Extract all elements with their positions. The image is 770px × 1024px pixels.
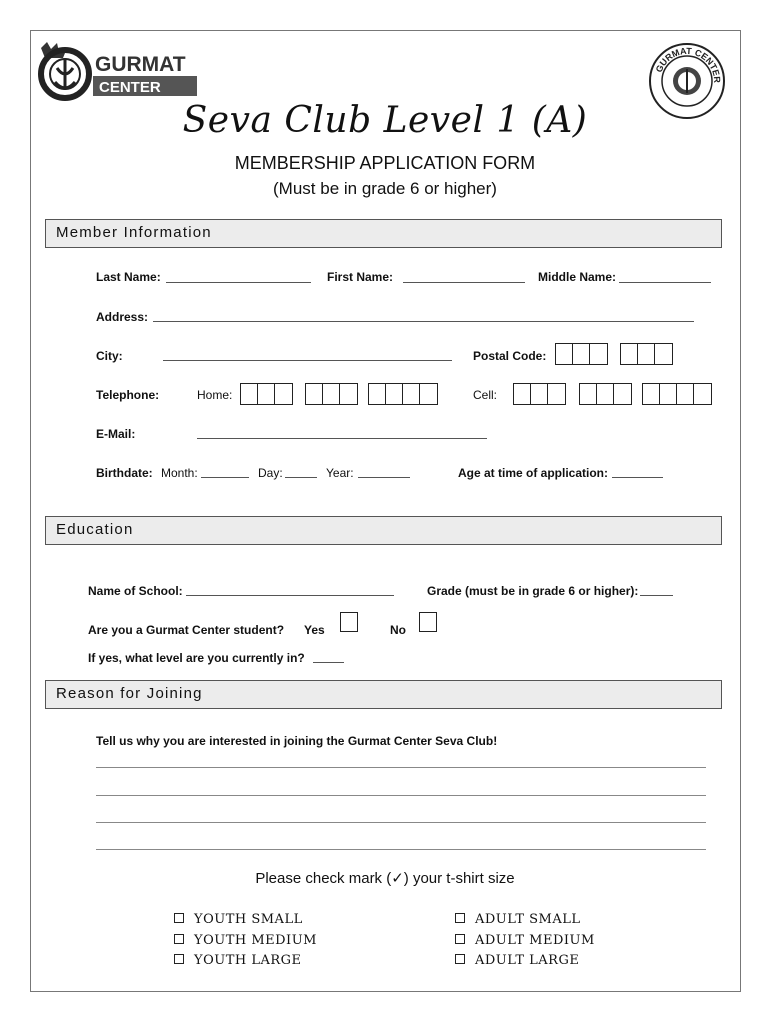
reason-line-4[interactable] (96, 849, 706, 850)
city-label: City: (96, 349, 123, 363)
grade-label: Grade (must be in grade 6 or higher): (427, 584, 639, 598)
telephone-label: Telephone: (96, 388, 160, 402)
reason-line-1[interactable] (96, 767, 706, 768)
postal-code-first-boxes[interactable] (555, 343, 608, 365)
yes-label: Yes (304, 623, 325, 637)
tshirt-size-title: Please check mark (✓) your t-shirt size (255, 870, 515, 887)
last-name-field[interactable] (166, 282, 311, 283)
section-education: Education (45, 516, 722, 545)
youth-medium-label: YOUTH MEDIUM (194, 933, 317, 948)
address-label: Address: (96, 310, 149, 324)
youth-large-label: YOUTH LARGE (194, 953, 302, 968)
birth-year-label: Year: (326, 466, 354, 480)
current-level-question: If yes, what level are you currently in? (88, 651, 305, 665)
grade-requirement-note: (Must be in grade 6 or higher) (273, 179, 497, 198)
reason-prompt: Tell us why you are interested in joining the Gurmat Center Seva Club! (96, 734, 498, 748)
last-name-label: Last Name: (96, 270, 161, 284)
adult-medium-option[interactable] (455, 933, 595, 948)
birth-day-field[interactable] (285, 477, 317, 478)
no-label: No (390, 623, 406, 637)
age-field[interactable] (612, 477, 663, 478)
home-prefix-boxes[interactable] (305, 383, 358, 405)
logo-brand-text: GURMAT (95, 53, 186, 76)
school-name-field[interactable] (186, 595, 394, 596)
gurmat-student-question: Are you a Gurmat Center student? (88, 623, 285, 637)
yes-checkbox[interactable] (340, 612, 358, 632)
address-field[interactable] (153, 321, 694, 322)
no-checkbox[interactable] (419, 612, 437, 632)
cell-prefix-boxes[interactable] (579, 383, 632, 405)
birth-month-field[interactable] (201, 477, 249, 478)
postal-code-second-boxes[interactable] (620, 343, 673, 365)
birthdate-label: Birthdate: (96, 466, 153, 480)
home-line-boxes[interactable] (368, 383, 438, 405)
section-reason-for-joining: Reason for Joining (45, 680, 722, 709)
adult-large-label: ADULT LARGE (475, 953, 580, 968)
form-subtitle: MEMBERSHIP APPLICATION FORM (234, 153, 536, 173)
youth-medium-option[interactable] (174, 933, 317, 948)
middle-name-field[interactable] (619, 282, 711, 283)
email-field[interactable] (197, 438, 487, 439)
age-label: Age at time of application: (458, 466, 609, 480)
adult-large-checkbox[interactable] (455, 954, 465, 964)
youth-large-option[interactable] (174, 953, 302, 968)
first-name-field[interactable] (403, 282, 525, 283)
section-member-information: Member Information (45, 219, 722, 248)
adult-small-label: ADULT SMALL (475, 912, 581, 927)
reason-line-3[interactable] (96, 822, 706, 823)
page-title: Seva Club Level 1 (A) (182, 100, 588, 141)
birth-month-label: Month: (161, 466, 198, 480)
email-label: E-Mail: (96, 427, 136, 441)
adult-medium-checkbox[interactable] (455, 934, 465, 944)
birth-day-label: Day: (258, 466, 283, 480)
reason-line-2[interactable] (96, 795, 706, 796)
logo-sub-text: CENTER (99, 79, 161, 96)
first-name-label: First Name: (327, 270, 394, 284)
youth-small-label: YOUTH SMALL (194, 912, 303, 927)
youth-small-checkbox[interactable] (174, 913, 184, 923)
cell-phone-label: Cell: (473, 388, 498, 402)
birth-year-field[interactable] (358, 477, 410, 478)
middle-name-label: Middle Name: (538, 270, 617, 284)
postal-code-label: Postal Code: (473, 349, 547, 363)
youth-medium-checkbox[interactable] (174, 934, 184, 944)
adult-small-option[interactable] (455, 912, 581, 927)
grade-field[interactable] (640, 595, 673, 596)
adult-small-checkbox[interactable] (455, 913, 465, 923)
adult-large-option[interactable] (455, 953, 579, 968)
form-page (30, 30, 741, 992)
home-area-code-boxes[interactable] (240, 383, 293, 405)
adult-medium-label: ADULT MEDIUM (475, 933, 595, 948)
seal-text: GURMAT CENTER (653, 45, 723, 84)
home-phone-label: Home: (197, 388, 233, 402)
youth-small-option[interactable] (174, 912, 303, 927)
gurmat-center-logo (37, 40, 202, 102)
cell-line-boxes[interactable] (642, 383, 712, 405)
youth-large-checkbox[interactable] (174, 954, 184, 964)
current-level-field[interactable] (313, 662, 344, 663)
cell-area-code-boxes[interactable] (513, 383, 566, 405)
city-field[interactable] (163, 360, 452, 361)
school-name-label: Name of School: (88, 584, 183, 598)
